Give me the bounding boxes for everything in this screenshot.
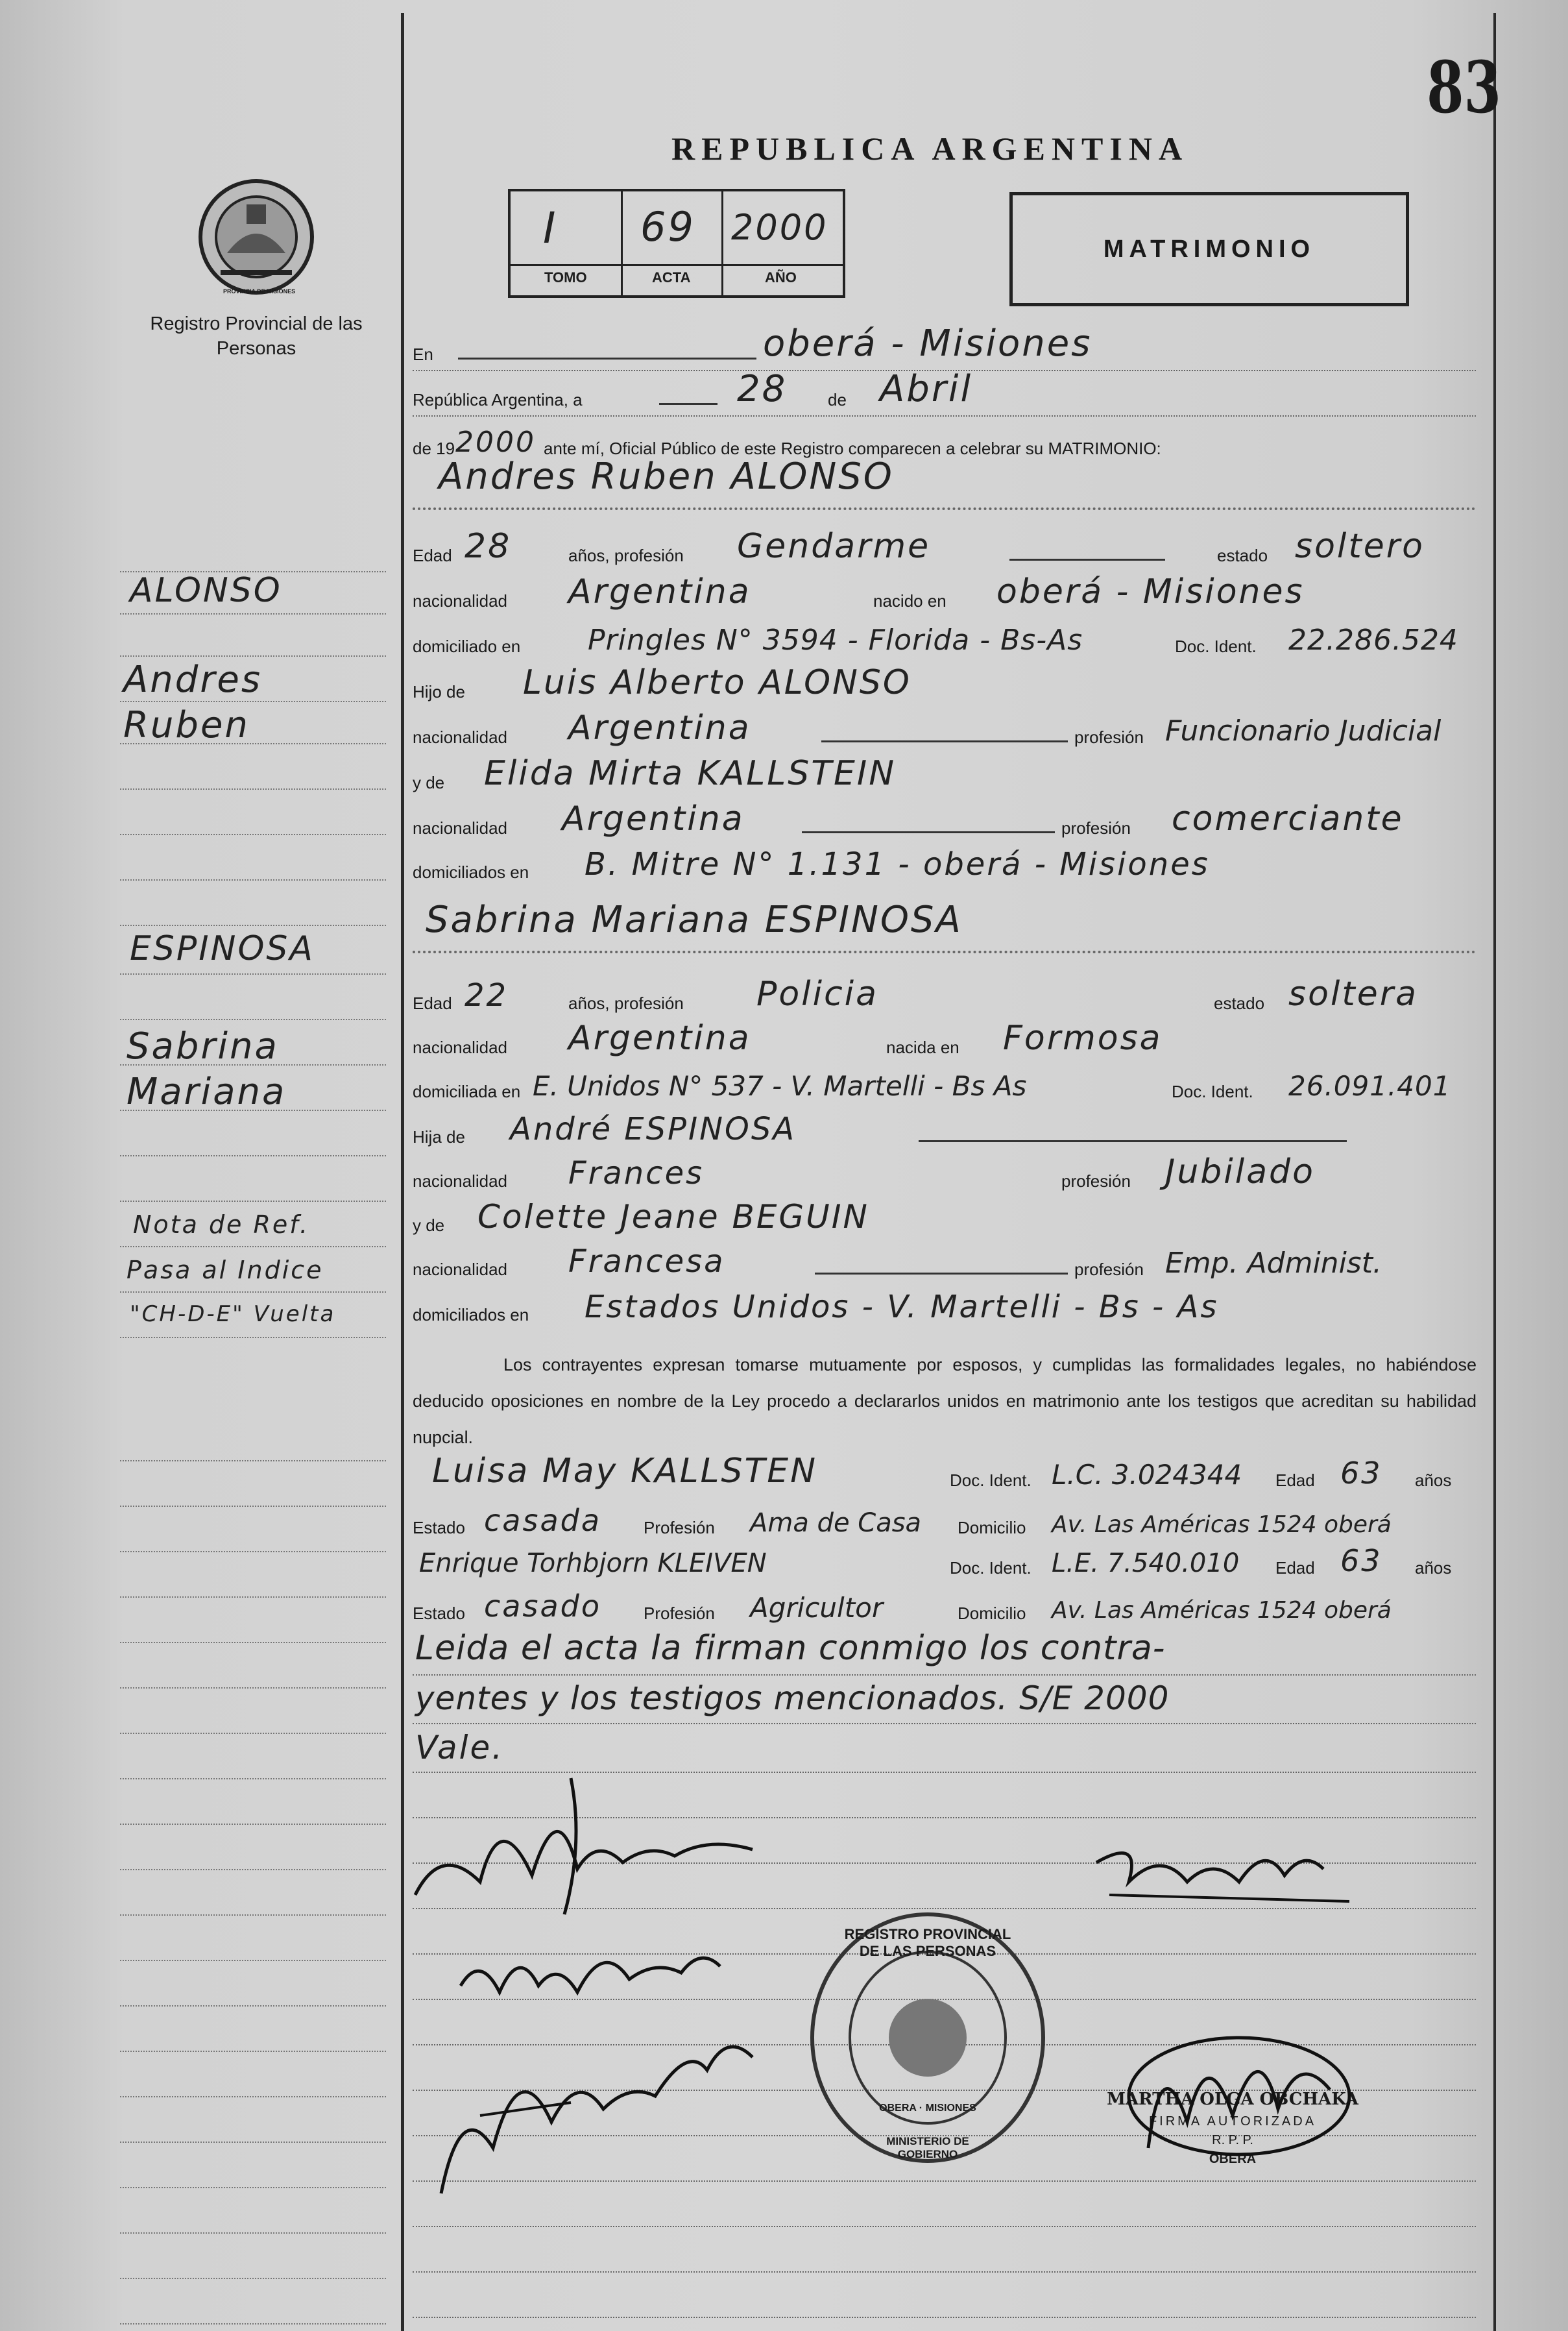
groom-madre-prof-label: profesión: [1061, 818, 1131, 838]
row-groom-nac: [413, 572, 1476, 616]
groom-dom-label: domiciliado en: [413, 637, 521, 656]
row-witness2: [413, 1544, 1476, 1583]
closing-line2: yentes y los testigos mencionados. S/E 2000: [415, 1679, 1170, 1717]
row-bride-dom: [413, 1068, 1476, 1107]
row-bride-parents-dom: [413, 1291, 1476, 1330]
stamp-ring-text: REGISTRO PROVINCIAL DE LAS PERSONAS: [844, 1926, 1011, 1959]
place-label: En: [413, 345, 433, 364]
date-day: 28: [737, 368, 788, 410]
bride-madre-nac-label: nacionalidad: [413, 1260, 508, 1279]
groom-padre-nac-label: nacionalidad: [413, 727, 508, 747]
margin-groom-first2: Ruben: [123, 704, 250, 746]
bride-doc: 26.091.401: [1288, 1070, 1451, 1102]
groom-anos-label: años, profesión: [568, 546, 684, 565]
groom-nacido-label: nacido en: [873, 591, 947, 611]
year-value: 2000: [455, 426, 536, 459]
witness1-doc-label: Doc. Ident.: [950, 1471, 1031, 1490]
signature-officer: [1090, 1824, 1362, 1921]
declaration-text: Los contrayentes expresan tomarse mutuamente por esposos, y cumplidas las formalidades legales, no habiéndose deducido oposiciones en nombre de la Ley procedo a declararlos unidos en matrimonio ante los testigos que acreditan su habilidad nupcial.: [413, 1355, 1477, 1447]
place-value: oberá - Misiones: [763, 323, 1092, 365]
date-month: Abril: [880, 368, 972, 410]
groom-nac-label: nacionalidad: [413, 591, 508, 611]
groom-nacionalidad: Argentina: [568, 572, 751, 611]
groom-padre-prof-label: profesión: [1074, 727, 1144, 747]
groom-madre-nac-label: nacionalidad: [413, 818, 508, 838]
row-bride-name: [413, 899, 1476, 946]
row-witness1-details: [413, 1504, 1476, 1543]
margin-note-line2: Pasa al Indice: [127, 1256, 324, 1284]
bride-profesion: Policia: [756, 975, 878, 1014]
witness1-prof-label: Profesión: [644, 1518, 715, 1537]
margin-note-line3: "CH-D-E" Vuelta: [130, 1301, 336, 1327]
margin-bride-surname: ESPINOSA: [130, 929, 315, 968]
witness1-domicilio: Av. Las Américas 1524 oberá: [1052, 1511, 1392, 1538]
bride-padres-dom: Estados Unidos - V. Martelli - Bs - As: [585, 1289, 1219, 1325]
acta-label: ACTA: [652, 269, 691, 286]
country-title: REPUBLICA ARGENTINA: [671, 130, 1189, 167]
stamp-center-text: OBERA · MISIONES: [879, 2103, 976, 2114]
witness2-dom-label: Domicilio: [958, 1604, 1026, 1623]
year-prefix: de 19: [413, 439, 455, 458]
witness2-anos-label: años: [1415, 1558, 1452, 1578]
signature-groom: [402, 1765, 766, 1934]
page-number: 83: [1427, 45, 1501, 129]
groom-doc: 22.286.524: [1288, 624, 1458, 657]
margin-note-line1: Nota de Ref.: [133, 1210, 310, 1239]
date-de: de: [828, 390, 847, 409]
bride-madre-nac: Francesa: [568, 1243, 725, 1280]
bride-yde-label: y de: [413, 1215, 445, 1235]
province-crest: [195, 175, 318, 299]
bride-nac-label: nacionalidad: [413, 1038, 508, 1057]
bride-madre: Colette Jeane BEGUIN: [477, 1198, 869, 1236]
bride-hija-label: Hija de: [413, 1127, 465, 1147]
row-groom-mother: [413, 754, 1476, 798]
groom-madre-prof: comerciante: [1172, 799, 1404, 838]
row-witness2-details: [413, 1590, 1476, 1629]
witness2-edad-label: Edad: [1275, 1558, 1315, 1578]
groom-domicilio: Pringles N° 3594 - Florida - Bs-As: [588, 624, 1083, 657]
row-place: [413, 323, 1476, 370]
bride-estado-label: estado: [1214, 994, 1265, 1013]
groom-madre-nac: Argentina: [562, 799, 745, 838]
witness2-doc: L.E. 7.540.010: [1052, 1548, 1240, 1578]
right-rule: [1493, 13, 1496, 2331]
bride-nacida-label: nacida en: [886, 1038, 959, 1057]
bride-padre: André ESPINOSA: [510, 1111, 797, 1147]
record-index-box: [508, 189, 845, 298]
witness2-profesion: Agricultor: [750, 1592, 884, 1624]
stamp-bottom-text: MINISTERIO DE GOBIERNO: [886, 2135, 969, 2160]
margin-groom-first1: Andres: [123, 659, 262, 701]
bride-edad: 22: [464, 977, 509, 1014]
bride-padre-nac: Frances: [568, 1155, 705, 1191]
margin-groom-surname: ALONSO: [130, 571, 282, 610]
groom-yde-label: y de: [413, 773, 445, 792]
bride-padre-prof-label: profesión: [1061, 1171, 1131, 1191]
registry-stamp: [804, 1908, 1051, 2167]
witness2-name: Enrique Torhbjorn KLEIVEN: [419, 1548, 767, 1578]
row-groom-name: [413, 456, 1476, 503]
witness2-estado: casado: [484, 1589, 601, 1624]
groom-doc-label: Doc. Ident.: [1175, 637, 1257, 656]
groom-hijo-label: Hijo de: [413, 682, 465, 702]
row-groom-parents-dom: [413, 846, 1476, 888]
row-bride-age: [413, 975, 1476, 1019]
witness2-edad: 63: [1340, 1543, 1382, 1578]
groom-edad: 28: [464, 527, 512, 566]
row-groom-father: [413, 663, 1476, 707]
row-bride-nac: [413, 1019, 1476, 1063]
record-type: MATRIMONIO: [1103, 235, 1316, 263]
bride-estado: soltera: [1288, 975, 1418, 1014]
registry-name: Registro Provincial de las Personas: [150, 313, 363, 359]
groom-edad-label: Edad: [413, 546, 452, 565]
margin-rule: [401, 13, 404, 2331]
record-type-box: [1009, 192, 1409, 306]
official-stamp-role: FIRMA AUTORIZADA: [1148, 2114, 1317, 2129]
bride-nacida-en: Formosa: [1003, 1019, 1163, 1058]
bride-madre-prof-label: profesión: [1074, 1260, 1144, 1279]
witness1-doc: L.C. 3.024344: [1052, 1459, 1242, 1491]
signature-official: [1122, 2018, 1356, 2174]
row-groom-father-nac: [413, 709, 1476, 753]
row-bride-father: [413, 1111, 1476, 1153]
tomo-label: TOMO: [544, 269, 587, 286]
row-bride-father-nac: [413, 1153, 1476, 1197]
year-text: ante mí, Oficial Público de este Registro comparecen a celebrar su MATRIMONIO:: [544, 439, 1161, 458]
witness1-edad: 63: [1340, 1456, 1382, 1491]
groom-padre: Luis Alberto ALONSO: [523, 663, 911, 702]
tomo-value: I: [543, 203, 558, 253]
row-witness1: [413, 1452, 1476, 1496]
witness2-prof-label: Profesión: [644, 1604, 715, 1623]
row-groom-dom: [413, 623, 1476, 662]
witness1-edad-label: Edad: [1275, 1471, 1315, 1490]
groom-estado: soltero: [1295, 527, 1425, 566]
official-stamp-name: MARTHA OLGA OBCHAKA: [1107, 2090, 1358, 2109]
groom-padre-prof: Funcionario Judicial: [1165, 714, 1441, 748]
row-bride-mother-nac: [413, 1243, 1476, 1285]
row-date: [413, 368, 1476, 415]
margin-bride-first2: Mariana: [127, 1071, 287, 1113]
bride-full-name: Sabrina Mariana ESPINOSA: [426, 899, 963, 941]
groom-profesion: Gendarme: [737, 527, 931, 566]
witness1-name: Luisa May KALLSTEN: [432, 1452, 818, 1491]
groom-nacido-en: oberá - Misiones: [996, 572, 1305, 611]
bride-padre-nac-label: nacionalidad: [413, 1171, 508, 1191]
bride-doc-label: Doc. Ident.: [1172, 1082, 1253, 1101]
groom-estado-label: estado: [1217, 546, 1268, 565]
row-groom-age: [413, 527, 1476, 571]
margin-bride-first1: Sabrina: [127, 1025, 279, 1068]
witness1-estado: casada: [484, 1503, 602, 1538]
bride-anos-label: años, profesión: [568, 994, 684, 1013]
row-groom-mother-nac: [413, 799, 1476, 844]
bride-edad-label: Edad: [413, 994, 452, 1013]
closing-line1: Leida el acta la firman conmigo los contra-: [415, 1629, 1166, 1668]
witness1-profesion: Ama de Casa: [750, 1508, 922, 1538]
closing-line3: Vale.: [415, 1729, 505, 1766]
witness1-dom-label: Domicilio: [958, 1518, 1026, 1537]
witness2-domicilio: Av. Las Américas 1524 oberá: [1052, 1597, 1392, 1624]
groom-full-name: Andres Ruben ALONSO: [439, 456, 894, 498]
witness1-anos-label: años: [1415, 1471, 1452, 1490]
bride-madre-prof: Emp. Administ.: [1165, 1247, 1382, 1280]
acta-value: 69: [640, 203, 695, 250]
bride-dom-label: domiciliada en: [413, 1082, 521, 1101]
bride-padres-dom-label: domiciliados en: [413, 1305, 529, 1324]
bride-domicilio: E. Unidos N° 537 - V. Martelli - Bs As: [533, 1070, 1027, 1102]
bride-nacionalidad: Argentina: [568, 1019, 751, 1058]
ano-label: AÑO: [765, 269, 797, 286]
groom-padres-dom-label: domiciliados en: [413, 862, 529, 882]
groom-padre-nac: Argentina: [568, 709, 751, 748]
witness1-estado-label: Estado: [413, 1518, 465, 1537]
groom-padres-dom: B. Mitre N° 1.131 - oberá - Misiones: [585, 846, 1210, 883]
witness2-doc-label: Doc. Ident.: [950, 1558, 1031, 1578]
date-prefix: República Argentina, a: [413, 390, 583, 409]
bride-padre-prof: Jubilado: [1165, 1153, 1315, 1191]
crest-text: PROVINCIA DE MISIONES: [223, 288, 296, 295]
groom-madre: Elida Mirta KALLSTEIN: [484, 754, 897, 793]
official-stamp-city: OBERA: [1209, 2152, 1257, 2166]
signature-witness: [402, 1999, 766, 2213]
row-bride-mother: [413, 1198, 1476, 1241]
official-stamp-office: R. P. P.: [1212, 2133, 1253, 2147]
witness2-estado-label: Estado: [413, 1604, 465, 1623]
ano-value: 2000: [731, 207, 828, 248]
